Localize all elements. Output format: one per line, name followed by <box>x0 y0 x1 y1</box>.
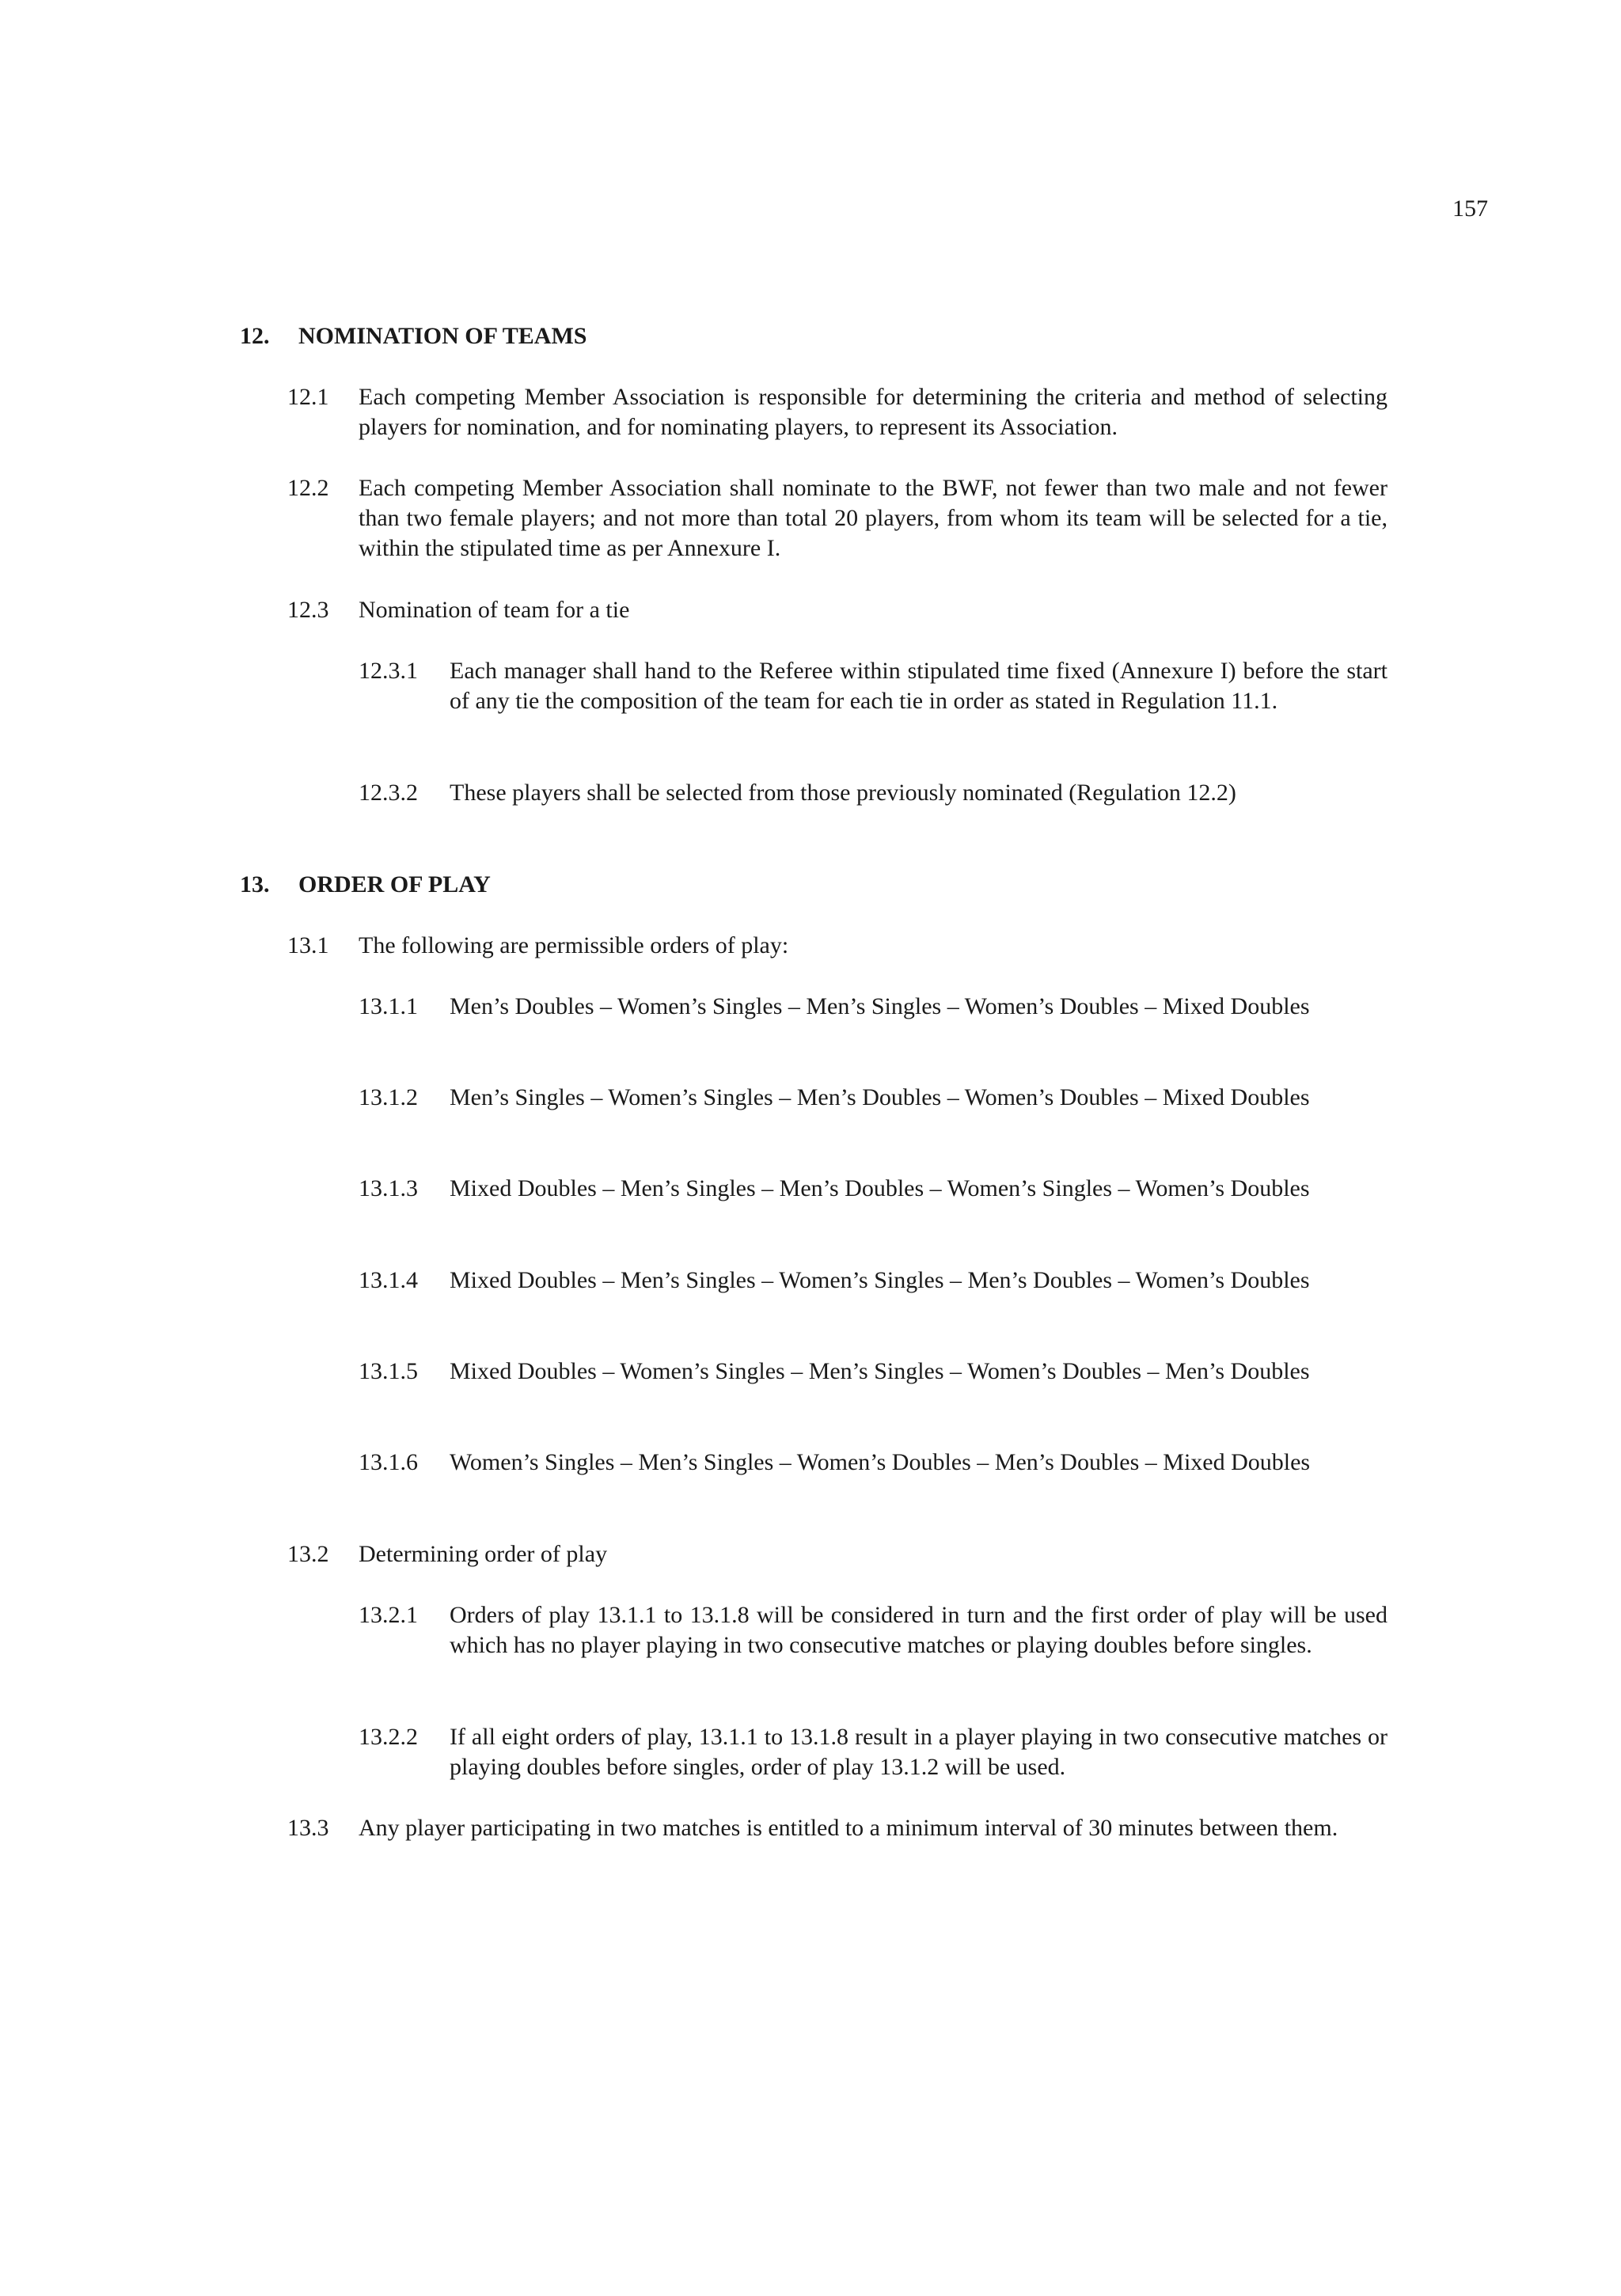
clause-13-2-2 <box>359 1722 1388 1782</box>
clause-number: 13.1.3 <box>359 1175 418 1201</box>
clause-13-2 <box>287 1539 1388 1569</box>
section-number: 12. <box>240 323 270 349</box>
clause-text: The following are permissible orders of play: <box>359 932 789 958</box>
clause-text: Nomination of team for a tie <box>359 597 630 623</box>
clause-12-1 <box>287 382 1388 442</box>
clause-number: 13.1 <box>287 932 329 958</box>
clause-number: 13.3 <box>287 1815 329 1841</box>
clause-number: 13.1.4 <box>359 1267 418 1293</box>
clause-13-2-1 <box>359 1600 1388 1660</box>
clause-13-3 <box>287 1813 1388 1843</box>
clause-text: Each manager shall hand to the Referee within stipulated time fixed (Annexure I) before the start of any tie the composition of the team for each tie in order as stated in Regulation 11.1. <box>450 658 1388 714</box>
clause-text: If all eight orders of play, 13.1.1 to 13.1.8 result in a player playing in two consecutive matches or playing doubles before singles, order of play 13.1.2 will be used. <box>450 1724 1388 1780</box>
clause-text: Men’s Singles – Women’s Singles – Men’s Doubles – Women’s Doubles – Mixed Doubles <box>450 1084 1310 1110</box>
section-title: ORDER OF PLAY <box>298 871 491 898</box>
clause-number: 13.1.5 <box>359 1358 418 1384</box>
clause-text: Orders of play 13.1.1 to 13.1.8 will be considered in turn and the first order of play will be used which has no player playing in two consecutive matches or playing doubles before singles. <box>450 1602 1388 1658</box>
order-13-1-1 <box>359 992 1388 1022</box>
clause-12-3 <box>287 595 1388 625</box>
section-number: 13. <box>240 871 270 898</box>
clause-number: 13.2.2 <box>359 1724 418 1750</box>
clause-number: 12.3.2 <box>359 780 418 806</box>
order-13-1-4 <box>359 1266 1388 1296</box>
section-title: NOMINATION OF TEAMS <box>298 323 587 349</box>
clause-text: Men’s Doubles – Women’s Singles – Men’s Singles – Women’s Doubles – Mixed Doubles <box>450 993 1310 1019</box>
page-number: 157 <box>1452 195 1488 222</box>
order-13-1-3 <box>359 1174 1388 1204</box>
clause-text: Mixed Doubles – Men’s Singles – Women’s Singles – Men’s Doubles – Women’s Doubles <box>450 1267 1310 1293</box>
clause-12-2 <box>287 473 1388 564</box>
clause-number: 12.2 <box>287 475 329 501</box>
section-13-heading <box>240 870 491 900</box>
clause-text: Each competing Member Association shall nominate to the BWF, not fewer than two male and not fewer than two female players; and not more than total 20 players, from whom its team will be selected for a tie, within the stipulated time as per Annexure I. <box>359 475 1388 561</box>
clause-text: Mixed Doubles – Women’s Singles – Men’s Singles – Women’s Doubles – Men’s Doubles <box>450 1358 1310 1384</box>
clause-number: 13.2 <box>287 1541 329 1567</box>
clause-text: Determining order of play <box>359 1541 608 1567</box>
order-13-1-5 <box>359 1357 1388 1387</box>
clause-text: Each competing Member Association is responsible for determining the criteria and method of selecting players for nomination, and for nominating players, to represent its Association. <box>359 384 1388 440</box>
clause-12-3-2 <box>359 778 1388 808</box>
clause-number: 13.2.1 <box>359 1602 418 1628</box>
clause-text: Women’s Singles – Men’s Singles – Women’s Doubles – Men’s Doubles – Mixed Doubles <box>450 1449 1311 1475</box>
section-12-heading <box>240 321 587 351</box>
clause-number: 13.1.2 <box>359 1084 418 1110</box>
clause-12-3-1 <box>359 656 1388 716</box>
order-13-1-2 <box>359 1083 1388 1113</box>
clause-text: Any player participating in two matches is entitled to a minimum interval of 30 minutes between them. <box>359 1815 1338 1841</box>
clause-13-1 <box>287 931 1388 961</box>
clause-number: 12.3.1 <box>359 658 418 684</box>
order-13-1-6 <box>359 1448 1388 1478</box>
clause-number: 12.1 <box>287 384 329 410</box>
clause-number: 13.1.6 <box>359 1449 418 1475</box>
clause-number: 13.1.1 <box>359 993 418 1019</box>
clause-number: 12.3 <box>287 597 329 623</box>
clause-text: Mixed Doubles – Men’s Singles – Men’s Doubles – Women’s Singles – Women’s Doubles <box>450 1175 1310 1201</box>
clause-text: These players shall be selected from those previously nominated (Regulation 12.2) <box>450 780 1236 806</box>
